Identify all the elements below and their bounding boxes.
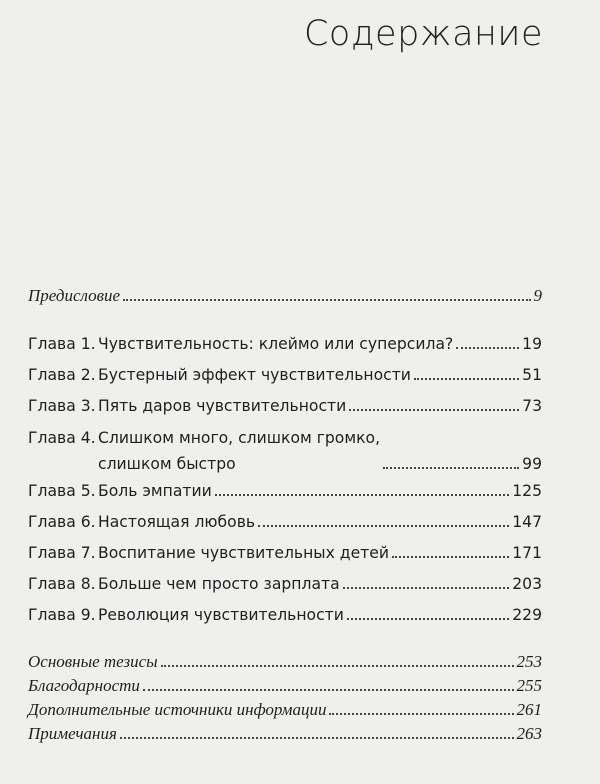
toc-entry-chapter-2[interactable]	[28, 365, 542, 385]
chapter-number: Глава 1.	[28, 335, 96, 353]
dot-leader	[143, 689, 514, 691]
toc-entry-label: Примечания	[28, 724, 117, 743]
toc-entry-chapter-7[interactable]	[28, 543, 542, 563]
chapter-number: Глава 2.	[28, 366, 96, 384]
toc-entry-preface[interactable]	[28, 286, 542, 306]
dot-leader	[383, 467, 519, 469]
toc-entry-label: Бустерный эффект чувствительности	[98, 366, 411, 384]
toc-entry-chapter-9[interactable]	[28, 605, 542, 625]
toc-entry-notes[interactable]	[28, 724, 542, 744]
chapter-number: Глава 7.	[28, 544, 96, 562]
toc-page-number: 73	[522, 397, 542, 415]
toc-page-number: 99	[522, 455, 542, 473]
dot-leader	[392, 556, 509, 558]
toc-entry-chapter-6[interactable]	[28, 512, 542, 532]
toc-entry-label: Больше чем просто зарплата	[98, 575, 340, 593]
toc-entry-label: Предисловие	[28, 286, 121, 305]
chapter-number: Глава 8.	[28, 575, 96, 593]
dot-leader	[161, 665, 514, 667]
toc-entry-label: Настоящая любовь	[98, 513, 256, 531]
toc-entry-label-continued: слишком быстро	[98, 455, 236, 473]
dot-leader	[343, 587, 510, 589]
toc-page-number: 125	[512, 482, 542, 500]
chapter-number: Глава 5.	[28, 482, 96, 500]
dot-leader	[456, 347, 519, 349]
toc-page-number: 19	[522, 335, 542, 353]
dot-leader	[123, 299, 530, 301]
toc-page-number: 203	[512, 575, 542, 593]
toc-entry-label: Воспитание чувствительных детей	[98, 544, 389, 562]
dot-leader	[120, 737, 514, 739]
toc-entry-label: Дополнительные источники информации	[28, 700, 327, 719]
toc-entry-acknowledgements[interactable]	[28, 676, 542, 696]
toc-entry-label: Пять даров чувствительности	[98, 397, 347, 415]
dot-leader	[258, 525, 509, 527]
toc-page-number: 253	[516, 652, 542, 671]
toc-entry-label: Слишком много, слишком громко,	[98, 429, 381, 447]
toc-entry-additional-sources[interactable]	[28, 700, 542, 720]
toc-entry-key-points[interactable]	[28, 652, 542, 672]
toc-entry-chapter-3[interactable]	[28, 396, 542, 416]
toc-page-number: 171	[512, 544, 542, 562]
dot-leader	[347, 618, 509, 620]
toc-page-number: 263	[516, 724, 542, 743]
toc-entry-chapter-1[interactable]	[28, 334, 542, 354]
dot-leader	[215, 494, 509, 496]
toc-page-number: 229	[512, 606, 542, 624]
page-title: Содержание	[303, 14, 543, 54]
toc-page-number: 51	[522, 366, 542, 384]
chapter-number: Глава 6.	[28, 513, 96, 531]
chapter-number: Глава 4.	[28, 429, 96, 447]
toc-entry-chapter-4[interactable]	[28, 428, 542, 474]
chapter-number: Глава 3.	[28, 397, 96, 415]
toc-entry-chapter-5[interactable]	[28, 481, 542, 501]
toc-entry-label: Благодарности	[28, 676, 140, 695]
toc-page-number: 255	[516, 676, 542, 695]
toc-entry-label: Боль эмпатии	[98, 482, 212, 500]
toc-page-number: 9	[533, 286, 542, 305]
chapter-number: Глава 9.	[28, 606, 96, 624]
toc-entry-label: Революция чувствительности	[98, 606, 344, 624]
toc-entry-label: Чувствительность: клеймо или суперсила?	[98, 335, 454, 353]
dot-leader	[349, 409, 519, 411]
toc-page-number: 261	[516, 700, 542, 719]
dot-leader	[414, 378, 519, 380]
toc-page-number: 147	[512, 513, 542, 531]
toc-entry-chapter-8[interactable]	[28, 574, 542, 594]
toc-entry-label: Основные тезисы	[28, 652, 158, 671]
dot-leader	[329, 713, 513, 715]
